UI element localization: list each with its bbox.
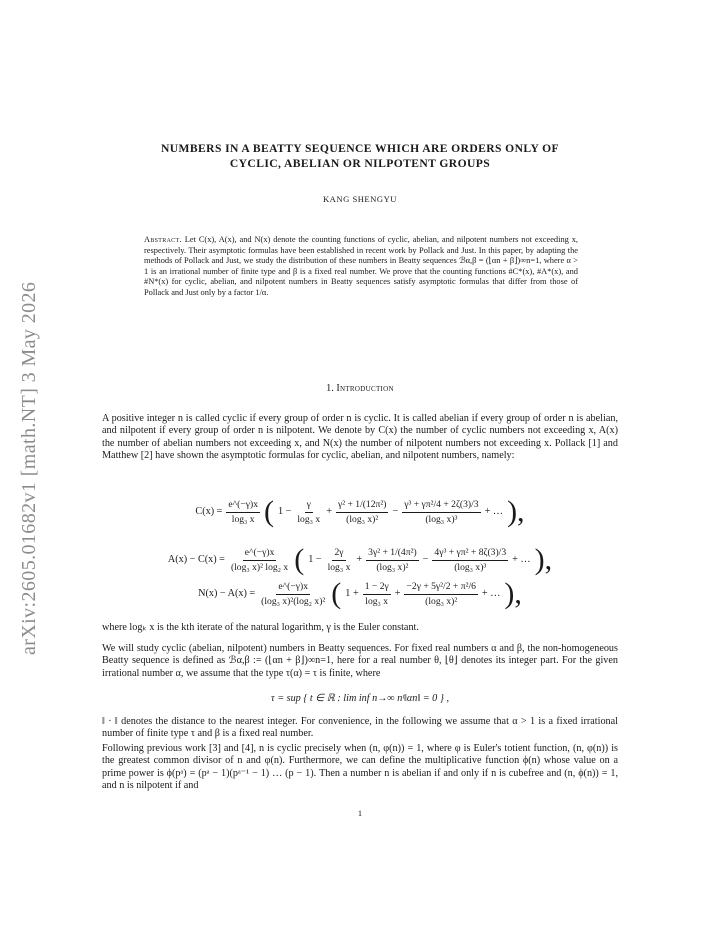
right-paren: ), [534, 543, 553, 576]
eq-term-fraction: $\frac{\text{−2γ + 5γ²/2 + π²/6}}{\text{(log₃ x)²}}$ [406, 580, 476, 607]
section-title: Introduction [336, 383, 394, 394]
abstract [144, 235, 578, 299]
eq-lhs: A(x) − C(x) = [167, 554, 225, 565]
minus-sign: − [392, 506, 399, 517]
abstract-label: Abstract. [144, 235, 182, 244]
abstract-text: Let C(x), A(x), and N(x) denote the counting functions of cyclic, abelian, and nilpotent numbers not exceeding x, respectively. Their asymptotic formulas have been established in recent work by Pollack and Just. In this paper, by adapting the methods of Pollack and Just, we study the distribution of these numbers in Beatty sequences ℬα,β = (⌊αn + β⌋)∞n=1, where α > 1 is an irrational number of finite type and β is a fixed real number. We prove that the counting functions #C*(x), #A*(x), and #N*(x) for cyclic, abelian, and nilpotent numbers in Beatty sequences satisfy asymptotic formulas that differ from those of Pollack and Just only by a factor 1/α. [144, 235, 579, 297]
paper-title-line-1: NUMBERS IN A BEATTY SEQUENCE WHICH ARE ORDERS ONLY OF [161, 142, 559, 155]
eq-lead-fraction: $\frac{e\^{}(-\gamma)x}{\text{log₃ x}}$ [228, 498, 258, 525]
eq-term: 1 − [278, 506, 292, 517]
intro-paragraph: A positive integer n is called cyclic if every group of order n is cyclic. It is called abelian if every group of order n is abelian, and nilpotent if every group of order n is nilpotent. We denote by C(x) the number of cyclic numbers not exceeding x, A(x) the number of abelian numbers not exceeding x, and N(x) the number of nilpotent numbers not exceeding x. Pollack [1] and Matthew [2] have shown the asymptotic formulas for cyclic, abelian, and nilpotent numbers, namely: [102, 413, 618, 461]
plus-sign: + [356, 554, 363, 565]
equation-type-tau [102, 693, 618, 705]
eq-lhs: C(x) = [195, 506, 223, 517]
section-heading [100, 383, 620, 394]
author-name: KANG SHENGYU [322, 194, 398, 204]
eq-term-fraction: $\frac{\text{4γ³ + γπ² + 8ζ(3)/3}}{\text{(log₃ x)³}}$ [434, 546, 507, 573]
totient-paragraph: Following previous work [3] and [4], n is cyclic precisely when (n, φ(n)) = 1, where φ is Euler's totient function, (n, φ(n)) is the greatest common divisor of n and φ(n). Furthermore, we can define the multiplicative function ϕ(n) whose value on a prime power is ϕ(pᵃ) = (pᵃ − 1)(pᵃ⁻¹ − 1) … (p − 1). Then a number n is abelian if and only if n is cubefree and (n, ϕ(n)) = 1, and n is nilpotent if and [102, 743, 618, 791]
plus-sign: + [394, 588, 401, 599]
equation-cyclic [102, 497, 618, 527]
right-paren: ), [507, 495, 525, 528]
eq-term-fraction: $\frac{\gamma}{\text{log₃ x}}$ [297, 498, 321, 525]
arxiv-sidebar-stamp: arXiv:2605.01682v1 [math.NT] 3 May 2026 [18, 281, 40, 655]
left-paren: ( [331, 577, 342, 610]
minus-sign: − [422, 554, 429, 565]
page-number: 1 [357, 809, 363, 818]
left-paren: ( [264, 495, 274, 528]
eq-term: 1 − [308, 554, 322, 565]
beatty-paragraph: We will study cyclic (abelian, nilpotent) numbers in Beatty sequences. For fixed real numbers α and β, the non-homogeneous Beatty sequence is defined as ℬα,β := (⌊αn + β⌋)∞n=1, here for a real number θ, ⌊θ⌋ denotes its integer part. For the given irrational number α, we assume that the type τ(α) = τ is finite, where [102, 643, 618, 679]
where-paragraph: where logₖ x is the kth iterate of the natural logarithm, γ is the Euler constant. [102, 622, 419, 633]
eq-term-fraction: $\frac{\text{γ³ + γπ²/4 + 2ζ(3)/3}}{\text{(log₃ x)³}}$ [404, 498, 479, 525]
left-paren: ( [294, 543, 305, 576]
eq-lead-fraction: $\frac{e\^{}(-\gamma)x}{\text{(log₃ x)²(log₂ x)²}}$ [261, 580, 326, 607]
eq-term-fraction: $\frac{2\gamma}{\text{log₃ x}}$ [327, 546, 351, 573]
section-number: 1. [326, 383, 334, 394]
eq-term-fraction: $\frac{\text{3γ² + 1/(4π²)}}{\text{(log₃ x)²}}$ [368, 546, 417, 573]
equation-nilpotent [102, 579, 618, 609]
eq-term-fraction: $\frac{\text{γ² + 1/(12π²)}}{\text{(log₃ x)²}}$ [337, 498, 387, 525]
norm-paragraph: ‖ · ‖ denotes the distance to the nearest integer. For convenience, in the following we assume that α > 1 is a fixed irrational number of finite type τ and β is a fixed real number. [102, 716, 618, 740]
eq-term: 1 + [345, 588, 359, 599]
plus-sign: + [326, 506, 332, 517]
eq-lead-fraction: $\frac{e\^{}(-\gamma)x}{\text{(log₃ x)² log₂ x}}$ [230, 546, 289, 573]
eq-tail: + … [481, 588, 501, 599]
equation-abelian [102, 545, 618, 575]
eq-tail: + … [484, 506, 504, 517]
paper-title-line-2: CYCLIC, ABELIAN OR NILPOTENT GROUPS [229, 157, 491, 170]
eq-tau-text: τ = sup { t ∈ ℝ : lim inf n→∞ nᵗ‖αn‖ = 0 } , [271, 693, 449, 704]
right-paren: ), [504, 577, 522, 610]
eq-term-fraction: $\frac{1 - 2\gamma}{\text{log₃ x}}$ [364, 580, 389, 607]
eq-lhs: N(x) − A(x) = [198, 588, 256, 599]
eq-tail: + … [512, 554, 531, 565]
